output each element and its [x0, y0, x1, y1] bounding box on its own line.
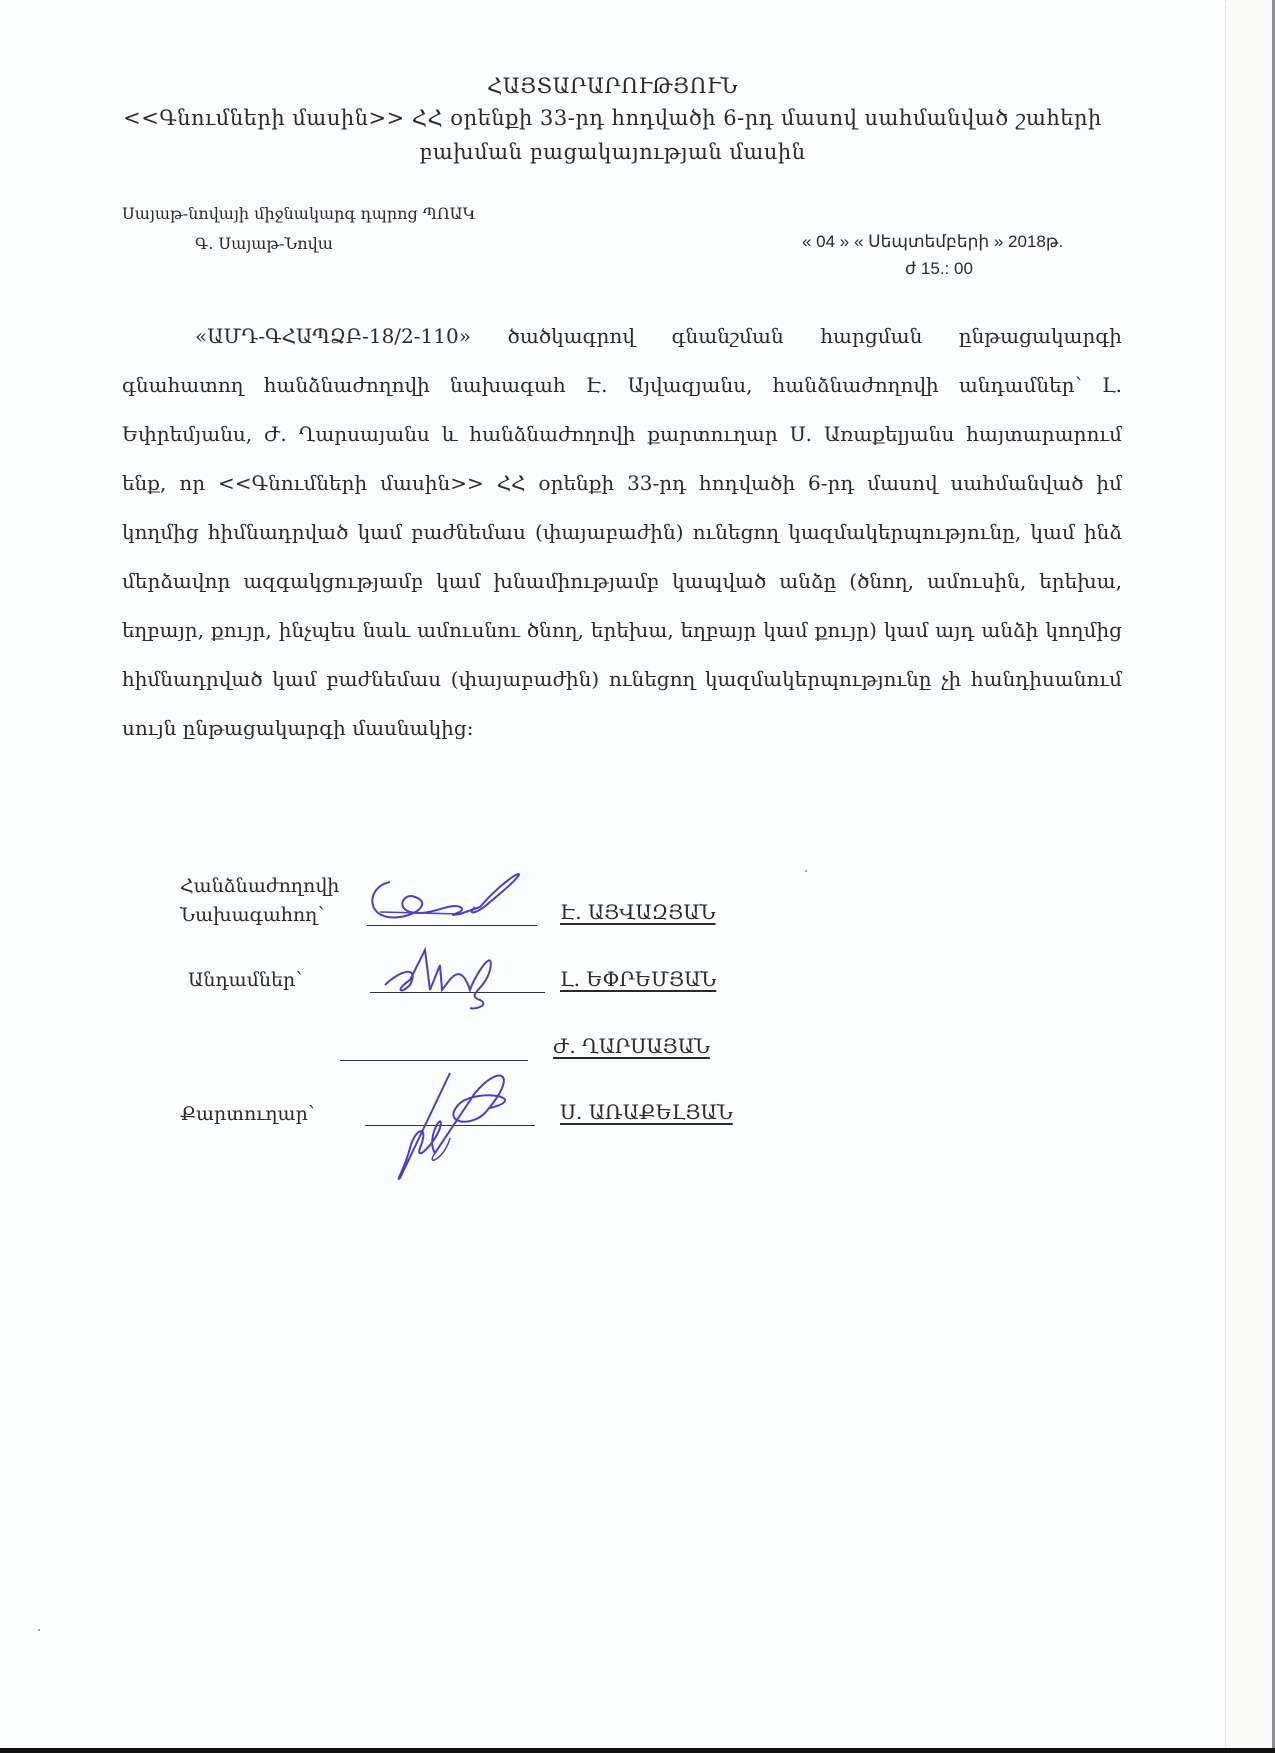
signature-label-chairman	[180, 872, 339, 930]
document-title: ՀԱՅՏԱՐԱՐՈՒԹՅՈՒՆ	[487, 74, 738, 98]
signature-name-secretary: Ս. ԱՌԱՔԵԼՅԱՆ	[560, 1100, 733, 1124]
scan-speck	[805, 870, 807, 872]
signature-name-member2: Ժ. ՂԱՐՍԱՅԱՆ	[553, 1034, 710, 1058]
document-time: ժ 15.: 00	[905, 259, 973, 278]
signature-label-line2: Նախագահող՝	[180, 904, 325, 926]
signature-label-line1: Հանձնաժողովի	[180, 875, 340, 897]
document-subtitle-line2: բախման բացակայության մասին	[419, 140, 806, 164]
declaration-body: «ԱՄԴ-ԳՀԱՊՁԲ-18/2-110» ծածկագրով գնանշման հարցման ընթացակարգի գնահատող հանձնաժողովի նախագահ Է. Այվազյանս, հանձնաժողովի անդամներ՝ Լ. Եփրեմյանս, Ժ. Ղարսայանս և հանձնաժողովի քարտուղար Ս. Առաքելյանս հայտարարում ենք, որ <<Գնումների մասին>> ՀՀ օրենքի 33-րդ հոդվածի 6-րդ մասով սահմանված իմ կողմից հիմնադրված կամ բաժնեմաս (փայաբաժին) ունեցող կազմակերպությունը, կամ ինձ մերձավոր ազգակցությամբ կամ խնամիությամբ կապված անձը (ծնող, ամուսին, երեխա, եղբայր, քույր, ինչպես նաև ամուսնու ծնող, երեխա, եղբայր կամ քույր) կամ այդ անձի կողմից հիմնադրված կամ բաժնեմաս (փայաբաժին) ունեցող կազմակերպությունը չի հանդիսանում սույն ընթացակարգի մասնակից:	[122, 324, 1122, 740]
signature-label-secretary	[180, 1100, 315, 1129]
signature-name-chairman: Է. ԱՅՎԱԶՅԱՆ	[560, 900, 716, 924]
signature-name-member1: Լ. ԵՓՐԵՄՅԱՆ	[560, 967, 717, 991]
signature-chairman-icon	[360, 862, 550, 932]
signature-secretary-icon	[390, 1068, 550, 1183]
scan-edge-strip	[1225, 0, 1273, 1748]
signature-label-line1: Անդամներ՝	[188, 969, 303, 991]
signature-label-member	[188, 966, 302, 995]
document-subtitle-line1: <<Գնումների մասին>> ՀՀ օրենքի 33-րդ հոդվածի 6-րդ մասով սահմանված շահերի	[123, 106, 1102, 130]
scan-bottom-border	[0, 1748, 1275, 1753]
signature-label-line1: Քարտուղար՝	[180, 1103, 315, 1125]
document-date: « 04 » « Սեպտեմբերի » 2018թ.	[802, 232, 1064, 251]
signature-member1-icon	[380, 940, 540, 1010]
organization-name: Սայաթ-նովայի միջնակարգ դպրոց ՊՈԱԿ	[122, 204, 476, 223]
city-name: Գ. Սայաթ-Նովա	[195, 234, 333, 253]
signature-line-member2	[340, 1060, 528, 1061]
scan-speck	[38, 1629, 40, 1631]
